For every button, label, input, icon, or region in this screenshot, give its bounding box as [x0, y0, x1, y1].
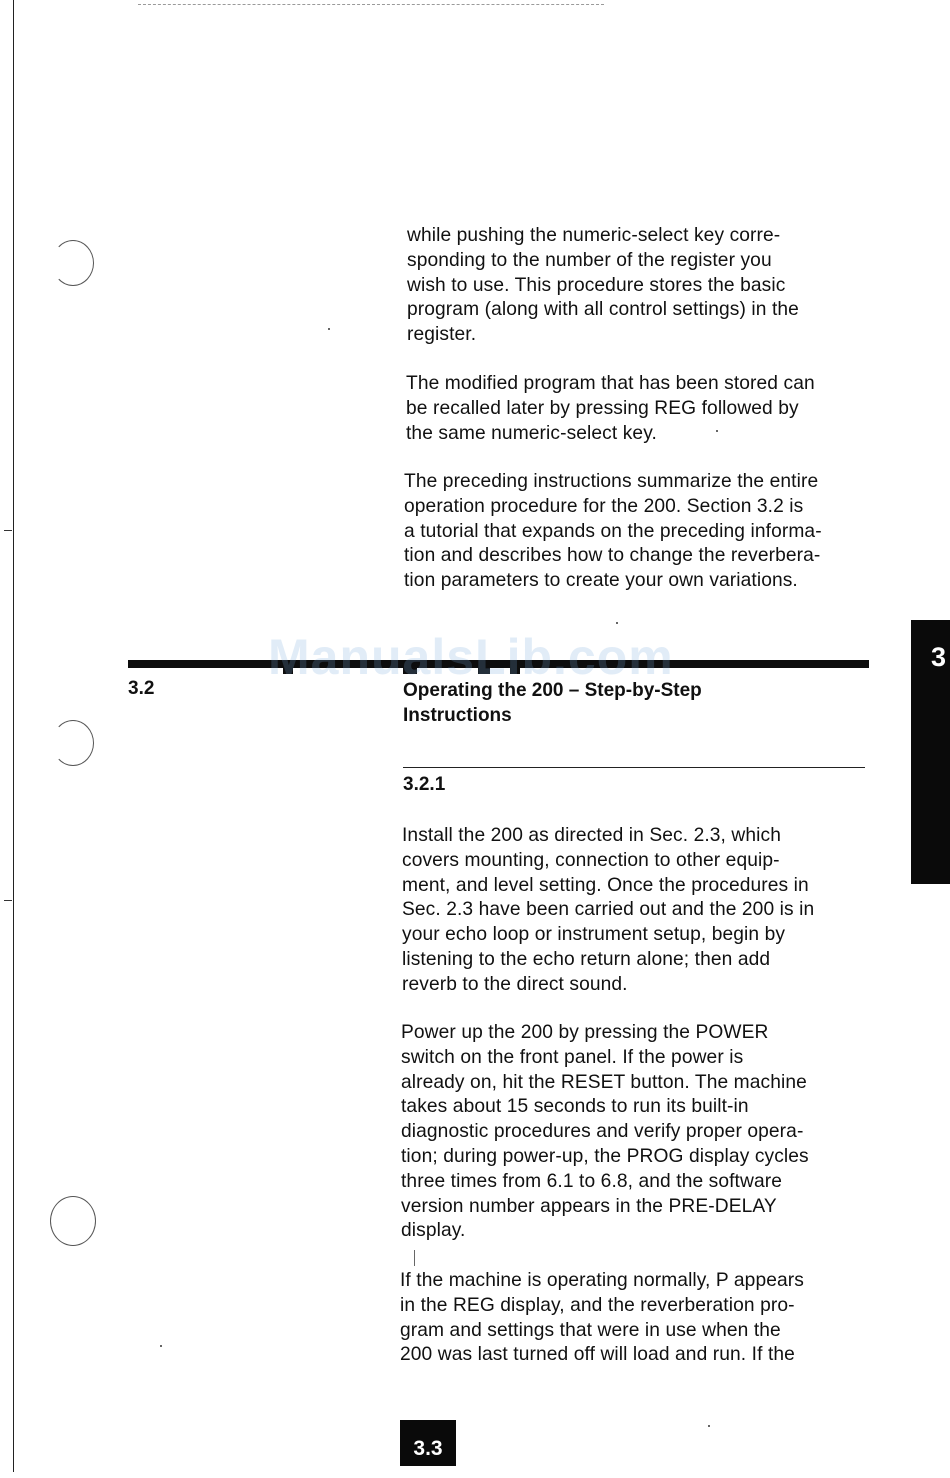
- subsection-rule: [403, 767, 865, 768]
- section-number: 3.2: [128, 678, 155, 699]
- watermark: ManualsLib.com: [268, 629, 674, 685]
- scan-speck: [716, 430, 718, 432]
- punch-hole-top: [52, 240, 94, 286]
- section-title: Operating the 200 – Step-by-Step Instructions: [403, 680, 702, 726]
- scan-speck: [160, 1345, 162, 1347]
- body-paragraph: Install the 200 as directed in Sec. 2.3, which covers mounting, connection to other equip- ment, and level setting. Once the procedures in Sec. 2.3 have been carried out and the 200 is in your echo loop or instrument setup, begin by listening to the echo return alone; then add reverb to the direct sound.: [402, 825, 815, 995]
- chapter-tab-number: 3: [931, 642, 947, 672]
- body-paragraph: If the machine is operating normally, P appears in the REG display, and the reverberation pro- gram and settings that were in use when the 200 was last turned off will load and run. If the: [400, 1270, 804, 1366]
- scan-speck: [708, 1425, 710, 1427]
- body-paragraph: while pushing the numeric-select key corre- sponding to the number of the register you wish to use. This procedure stores the basic program (along with all control settings) in the register.: [407, 225, 799, 346]
- body-paragraph: The modified program that has been stored can be recalled later by pressing REG followed by the same numeric-select key.: [406, 373, 815, 444]
- body-paragraph: The preceding instructions summarize the entire operation procedure for the 200. Section 3.2 is a tutorial that expands on the preceding informa- tion and describes how to change the reverbera- tion parameters to create your own variations.: [404, 471, 822, 592]
- binding-edge-line: [13, 0, 14, 1472]
- top-edge-rule: [138, 4, 604, 5]
- body-paragraph: Power up the 200 by pressing the POWER switch on the front panel. If the power is already on, hit the RESET button. The machine takes about 15 seconds to run its built-in diagnostic procedures and verify proper opera- tion; during power-up, the PROG display cycles three times from 6.1 to 6.8, and the software version number appears in the PRE-DELAY display.: [401, 1022, 809, 1242]
- subsection-number: 3.2.1: [403, 774, 446, 795]
- margin-tick: [4, 530, 12, 531]
- scan-speck: [414, 1250, 415, 1266]
- scan-speck: [328, 328, 330, 330]
- scan-speck: [616, 622, 618, 624]
- punch-hole-bottom: [50, 1196, 96, 1246]
- page-number: 3.3: [400, 1420, 456, 1466]
- margin-tick: [4, 900, 12, 901]
- punch-hole-middle: [52, 720, 94, 766]
